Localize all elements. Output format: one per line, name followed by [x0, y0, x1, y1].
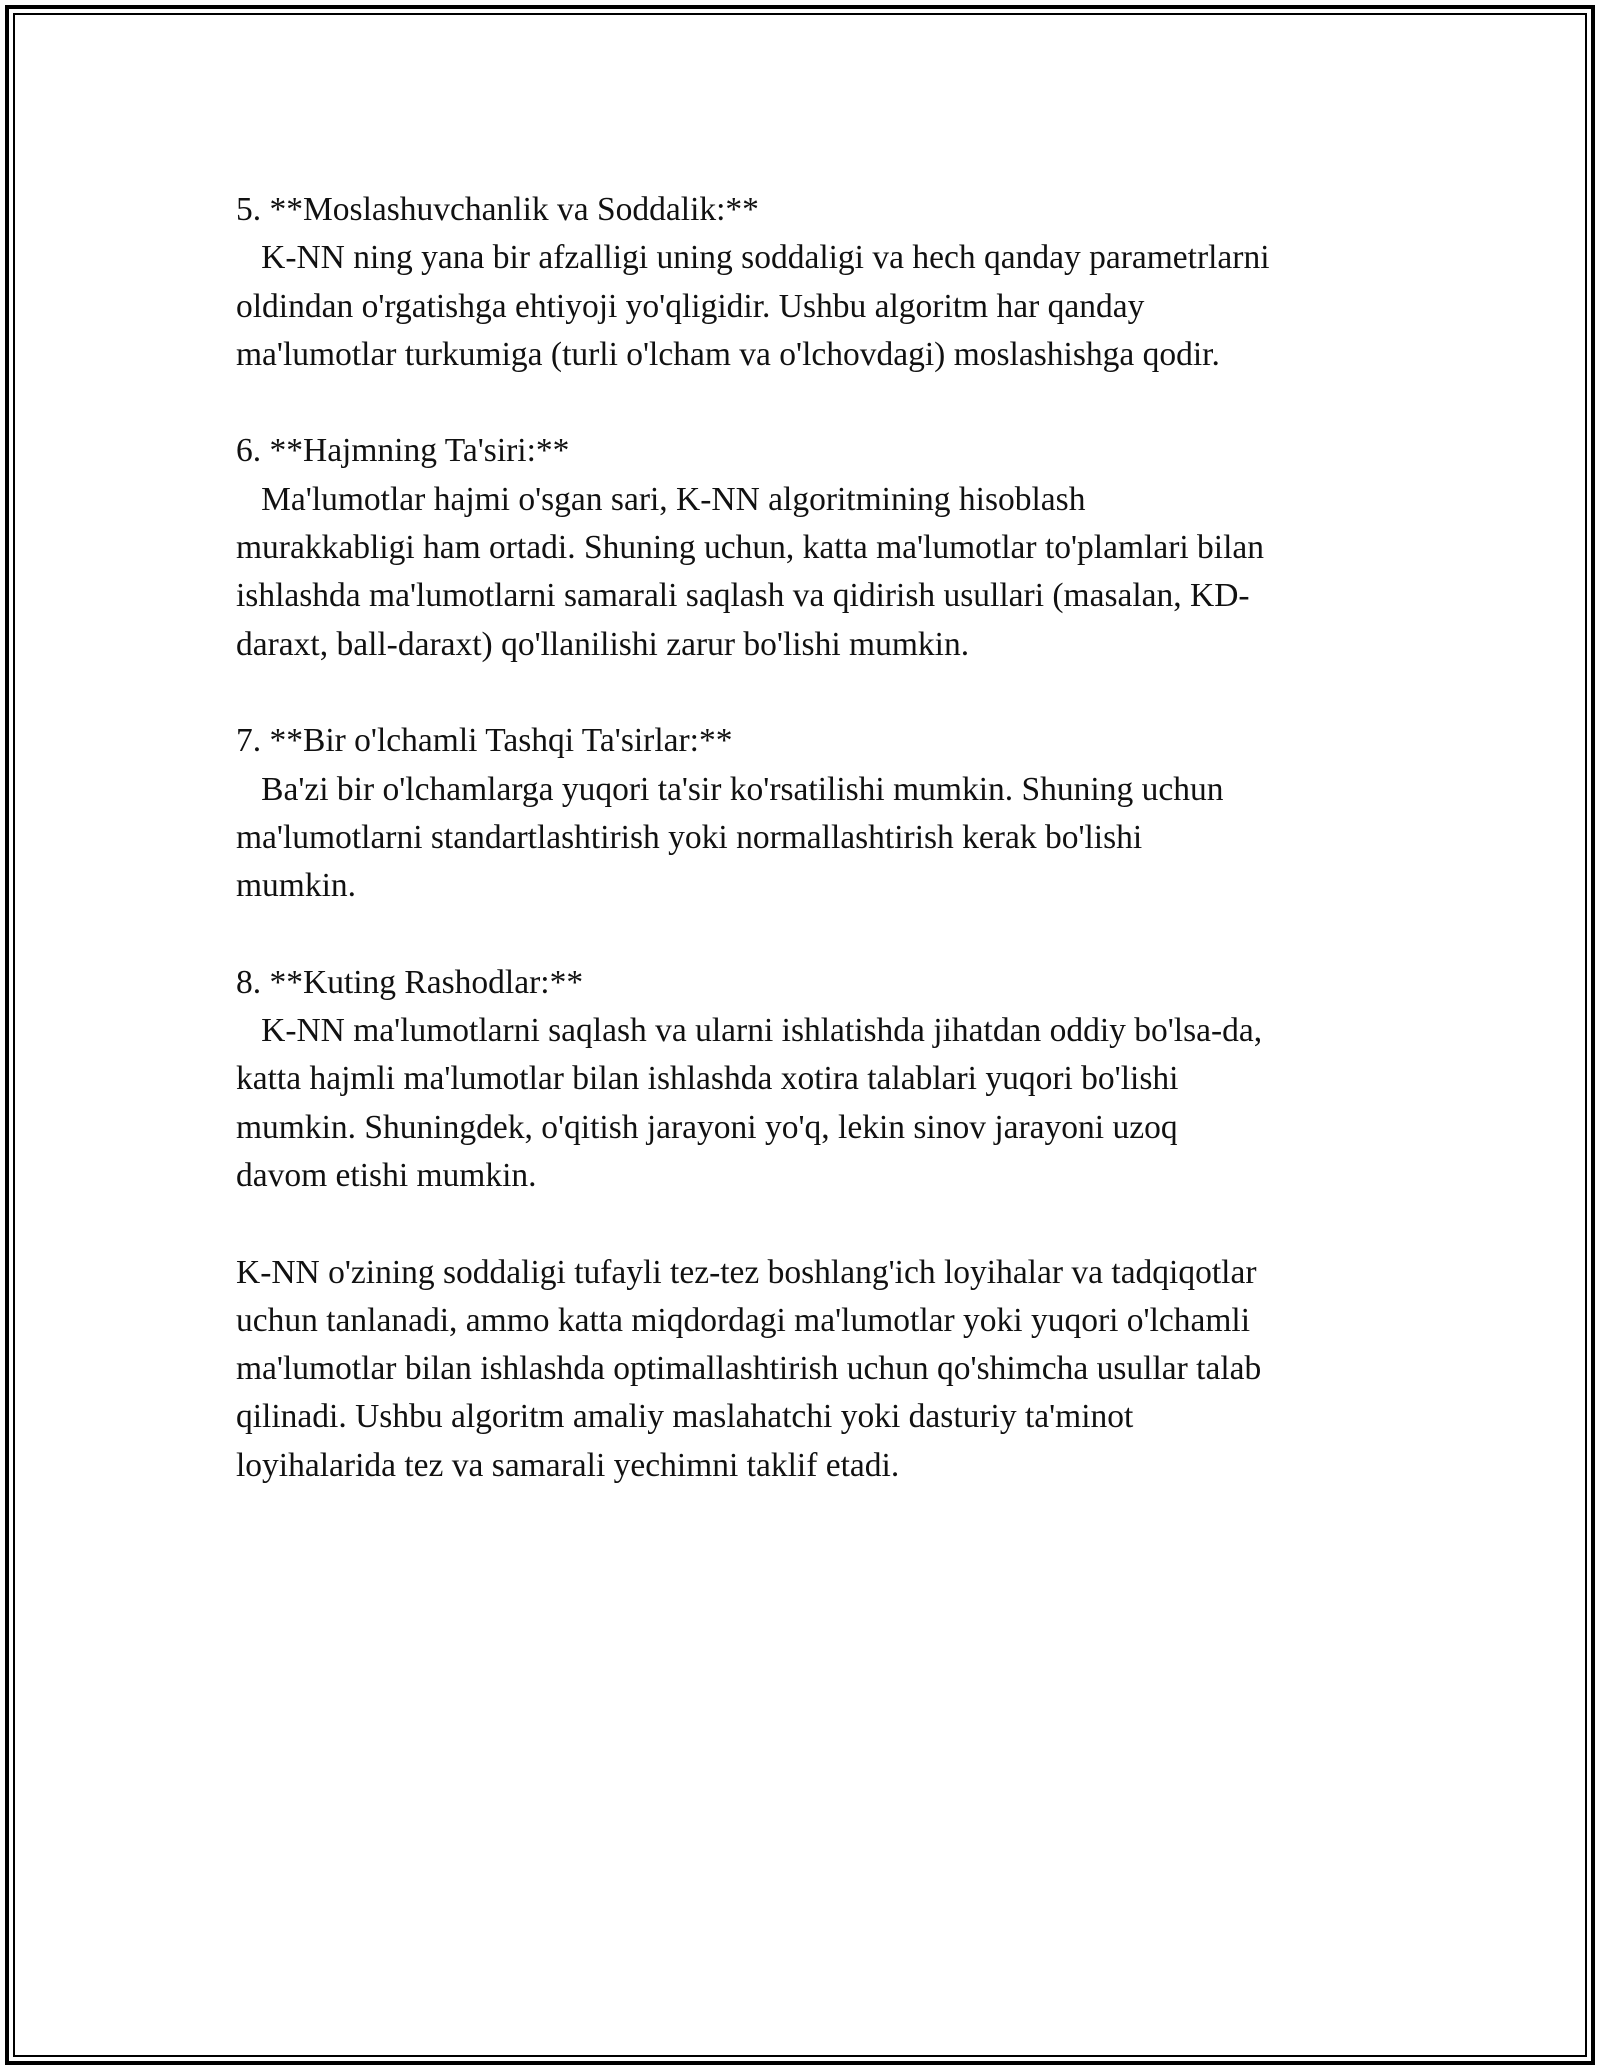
- paragraph-line: murakkabligi ham ortadi. Shuning uchun, katta ma'lumotlar to'plamlari bilan: [236, 529, 1265, 567]
- paragraph-line: K-NN ning yana bir afzalligi uning soddaligi va hech qanday parametrlarni: [236, 239, 1270, 277]
- section-6: [236, 427, 1386, 668]
- section-heading: 5. **Moslashuvchanlik va Soddalik:**: [236, 191, 759, 228]
- paragraph-line: ishlashda ma'lumotlarni samarali saqlash va qidirish usullari (masalan, KD-: [236, 577, 1250, 615]
- paragraph-line: loyihalarida tez va samarali yechimni taklif etadi.: [236, 1446, 900, 1484]
- paragraph-line: qilinadi. Ushbu algoritm amaliy maslahatchi yoki dasturiy ta'minot: [236, 1398, 1134, 1436]
- section-5: [236, 186, 1386, 379]
- paragraph-line: katta hajmli ma'lumotlar bilan ishlashda xotira talablari yuqori bo'lishi: [236, 1060, 1179, 1098]
- paragraph-line: Ba'zi bir o'lchamlarga yuqori ta'sir ko'rsatilishi mumkin. Shuning uchun: [236, 770, 1224, 808]
- document-body: [236, 186, 1386, 1538]
- conclusion-paragraph: [236, 1249, 1386, 1490]
- section-heading: 8. **Kuting Rashodlar:**: [236, 963, 584, 1001]
- paragraph-line: davom etishi mumkin.: [236, 1156, 537, 1194]
- paragraph-line: uchun tanlanadi, ammo katta miqdordagi ma'lumotlar yoki yuqori o'lchamli: [236, 1301, 1251, 1339]
- paragraph-line: ma'lumotlar turkumiga (turli o'lcham va o'lchovdagi) moslashishga qodir.: [236, 335, 1220, 373]
- paragraph-line: Ma'lumotlar hajmi o'sgan sari, K-NN algoritmining hisoblash: [236, 480, 1086, 518]
- paragraph-line: K-NN o'zining soddaligi tufayli tez-tez boshlang'ich loyihalar va tadqiqotlar: [236, 1253, 1257, 1291]
- paragraph-line: mumkin. Shuningdek, o'qitish jarayoni yo'q, lekin sinov jarayoni uzoq: [236, 1108, 1178, 1146]
- paragraph-line: oldindan o'rgatishga ehtiyoji yo'qligidir. Ushbu algoritm har qanday: [236, 287, 1145, 325]
- section-8: [236, 959, 1386, 1200]
- section-7: [236, 717, 1386, 910]
- section-heading: 6. **Hajmning Ta'siri:**: [236, 432, 570, 470]
- paragraph-line: ma'lumotlar bilan ishlashda optimallashtirish uchun qo'shimcha usullar talab: [236, 1350, 1262, 1388]
- section-heading: 7. **Bir o'lchamli Tashqi Ta'sirlar:**: [236, 722, 733, 760]
- paragraph-line: mumkin.: [236, 867, 357, 905]
- paragraph-line: daraxt, ball-daraxt) qo'llanilishi zarur bo'lishi mumkin.: [236, 625, 970, 663]
- paragraph-line: ma'lumotlarni standartlashtirish yoki normallashtirish kerak bo'lishi: [236, 818, 1143, 856]
- paragraph-line: K-NN ma'lumotlarni saqlash va ularni ishlatishda jihatdan oddiy bo'lsa-da,: [236, 1012, 1263, 1050]
